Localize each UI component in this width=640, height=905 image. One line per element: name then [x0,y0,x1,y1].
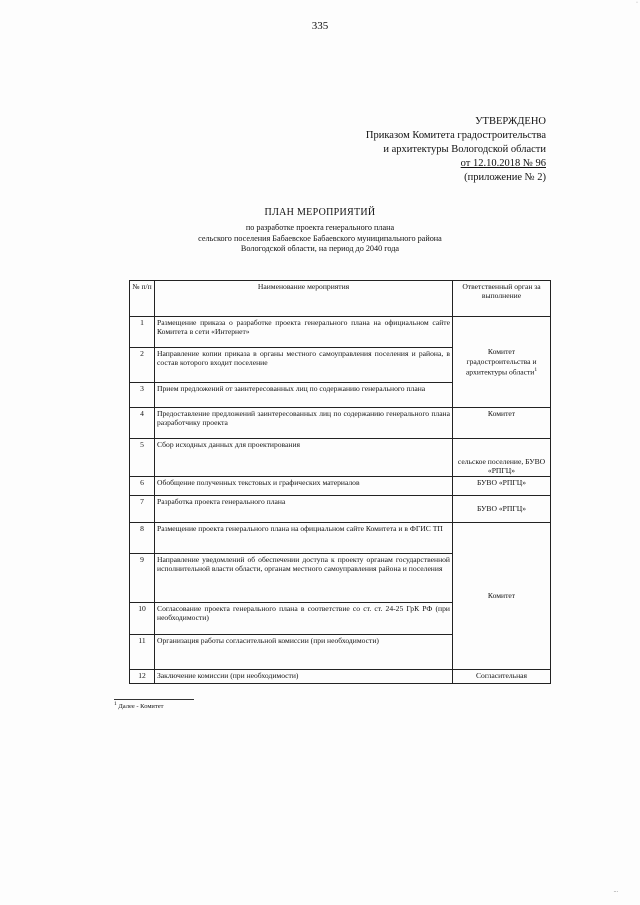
footnote [114,701,163,710]
footnote-sup: 1 [114,701,117,707]
table-row [130,408,551,439]
row-text: Организация работы согласительной комиссии (при необходимости) [155,635,453,670]
footnote-ref: 1 [534,366,538,373]
row-num: 10 [130,603,155,635]
corner-mark-top: · [636,0,638,6]
org-text: Комитет градостроительства и архитектуры области [465,347,537,377]
row-org: Согласительная [453,670,551,684]
row-text: Размещение приказа о разработке проекта генерального плана на официальном сайте Комитета в сети «Интернет» [155,317,453,348]
approval-line-1: УТВЕРЖДЕНО [475,116,546,127]
header-num: № п/п [130,281,155,317]
approval-line-4: от 12.10.2018 № 96 [460,158,546,169]
row-text: Направление копии приказа в органы местного самоуправления поселения и района, в состав которого входит поселение [155,348,453,383]
approval-line-2: Приказом Комитета градостроительства [365,130,546,141]
row-num: 3 [130,383,155,408]
footnote-divider [114,699,194,700]
row-org: Комитет [453,408,551,439]
table-row [130,439,551,477]
row-text: Согласование проекта генерального плана в соответствие со ст. ст. 24-25 ГрК РФ (при необходимости) [155,603,453,635]
plan-subtitle-2: сельского поселения Бабаевское Бабаевского муниципального района [198,233,442,243]
row-num: 9 [130,554,155,603]
row-org: БУВО «РПГЦ» [453,496,551,523]
table-header-row [130,281,551,317]
page-number: 335 [311,20,329,32]
row-num: 1 [130,317,155,348]
plan-subtitle [0,223,640,255]
row-num: 8 [130,523,155,554]
table-row [130,317,551,348]
plan-subtitle-1: по разработке проекта генерального плана [245,223,395,232]
row-text: Сбор исходных данных для проектирования [155,439,453,477]
table-row [130,523,551,554]
row-text: Заключение комиссии (при необходимости) [155,670,453,684]
table-row [130,496,551,523]
approval-line-3: и архитектуры Вологодской области [383,144,546,155]
plan-title: ПЛАН МЕРОПРИЯТИЙ [264,207,376,218]
row-org: сельское поселение, БУВО «РПГЦ» [453,439,551,477]
footnote-text: Далее - Комитет [118,703,164,711]
plan-table [129,280,551,684]
row-text: Разработка проекта генерального плана [155,496,453,523]
row-org [453,317,551,408]
row-num: 6 [130,477,155,496]
row-num: 7 [130,496,155,523]
table-row [130,670,551,684]
row-text: Прием предложений от заинтересованных лиц по содержанию генерального плана [155,383,453,408]
row-num: 2 [130,348,155,383]
row-num: 11 [130,635,155,670]
row-org: БУВО «РПГЦ» [453,477,551,496]
corner-mark: ... [613,888,618,894]
table-row [130,477,551,496]
row-text: Размещение проекта генерального плана на официальном сайте Комитета и в ФГИС ТП [155,523,453,554]
row-text: Предоставление предложений заинтересованных лиц по содержанию генерального плана разработчику проекта [155,408,453,439]
header-name: Наименование мероприятия [155,281,453,317]
header-org: Ответственный орган за выполнение [453,281,551,317]
row-num: 12 [130,670,155,684]
row-text: Обобщение полученных текстовых и графических материалов [155,477,453,496]
plan-subtitle-3: Вологодской области, на период до 2040 года [240,244,400,253]
row-org: Комитет [453,523,551,670]
approval-block [366,115,546,185]
row-text: Направление уведомлений об обеспечении доступа к проекту органам государственной исполнительной власти области, органам местного самоуправления района и поселения [155,554,453,603]
row-num: 5 [130,439,155,477]
row-num: 4 [130,408,155,439]
approval-line-5: (приложение № 2) [464,172,546,183]
